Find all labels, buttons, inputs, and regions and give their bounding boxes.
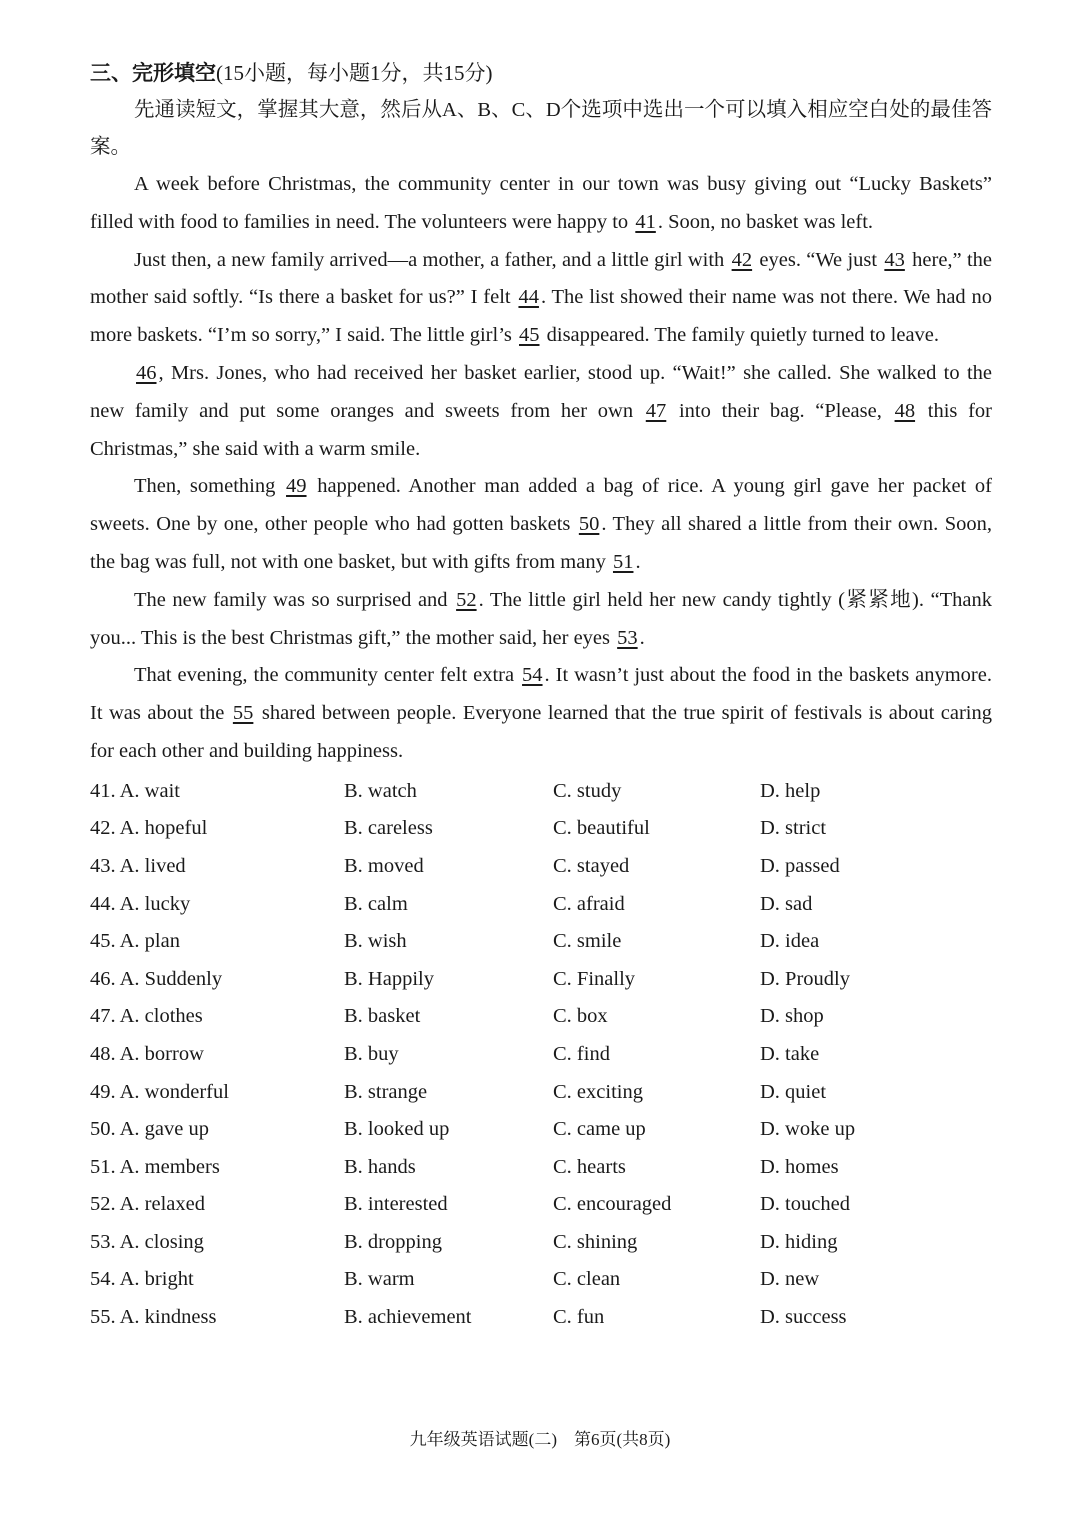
- option-cell: [90, 961, 344, 999]
- option-cell: [344, 1299, 553, 1337]
- passage-text: shared between people. Everyone learned that the true spirit of festivals is about caring for each other and building happiness.: [90, 702, 992, 762]
- option-b: B. watch: [344, 779, 417, 802]
- option-b: B. careless: [344, 817, 433, 840]
- option-cell: [90, 848, 344, 886]
- option-cell: [553, 998, 760, 1036]
- option-cell: [553, 1186, 760, 1224]
- option-a: A. clothes: [119, 1005, 203, 1028]
- section-heading-note: (15小题，每小题1分，共15分): [216, 61, 493, 85]
- passage-text: . They all shared a little from their own. Soon, the bag was full, not with one basket, but with gifts from many: [90, 513, 992, 573]
- option-cell: [90, 998, 344, 1036]
- passage-text: Just then, a new family arrived—a mother, a father, and a little girl with: [134, 248, 730, 271]
- question-number: 51.: [90, 1155, 120, 1178]
- option-cell: [90, 886, 344, 924]
- option-cell: [553, 1261, 760, 1299]
- option-cell: [344, 1111, 553, 1149]
- passage-paragraph-1: [90, 166, 992, 242]
- passage-text: , Mrs. Jones, who had received her basket earlier, stood up. “Wait!” she called. She walked to the new family and put some oranges and sweets from her own: [90, 361, 992, 422]
- passage-text: disappeared. The family quietly turned to leave.: [541, 324, 940, 347]
- passage-paragraph-4: [90, 468, 992, 581]
- blank-51: 51: [612, 550, 634, 573]
- option-c: C. Finally: [553, 967, 636, 990]
- blank-42: 42: [731, 248, 753, 271]
- option-d: D. shop: [760, 1005, 824, 1028]
- question-number: 43.: [90, 854, 120, 877]
- question-number: 44.: [90, 892, 120, 915]
- option-a: A. borrow: [119, 1042, 204, 1065]
- option-cell: [553, 1036, 760, 1074]
- option-d: D. quiet: [760, 1080, 827, 1103]
- option-b: B. buy: [344, 1042, 399, 1065]
- option-cell: [344, 1261, 553, 1299]
- option-c: C. exciting: [553, 1080, 643, 1103]
- option-cell: [760, 961, 960, 999]
- option-d: D. help: [760, 779, 821, 802]
- option-c: C. afraid: [553, 892, 625, 915]
- option-cell: [760, 923, 960, 961]
- cloze-passage: [90, 166, 992, 771]
- option-a: A. bright: [119, 1268, 194, 1291]
- option-a: A. wait: [119, 779, 180, 802]
- passage-text: .: [639, 626, 645, 649]
- question-number: 45.: [90, 930, 120, 953]
- option-cell: [760, 810, 960, 848]
- option-cell: [760, 848, 960, 886]
- option-row: [90, 1074, 992, 1112]
- passage-paragraph-6: [90, 657, 992, 770]
- option-cell: [553, 1074, 760, 1112]
- option-cell: [344, 886, 553, 924]
- passage-text: happened. Another man added a bag of rice. A young girl gave her packet of sweets. One by one, other people who had gotten baskets: [90, 475, 992, 536]
- option-c: C. find: [553, 1042, 610, 1065]
- option-cell: [553, 810, 760, 848]
- section-heading: [90, 58, 992, 88]
- option-b: B. basket: [344, 1005, 421, 1028]
- option-cell: [553, 773, 760, 811]
- question-number: 46.: [90, 967, 120, 990]
- passage-text: . The little girl held her new candy tightly (紧紧地). “Thank you... This is the best Christmas gift,” the mother said, her eyes: [90, 588, 992, 649]
- option-c: C. smile: [553, 930, 622, 953]
- question-number: 42.: [90, 817, 120, 840]
- option-cell: [760, 1074, 960, 1112]
- option-cell: [90, 773, 344, 811]
- option-row: [90, 923, 992, 961]
- option-row: [90, 1299, 992, 1337]
- passage-text: The new family was so surprised and: [134, 588, 455, 611]
- option-cell: [344, 848, 553, 886]
- option-a: A. members: [119, 1155, 220, 1178]
- option-b: B. moved: [344, 854, 424, 877]
- option-cell: [553, 848, 760, 886]
- passage-text: Then, something: [134, 475, 285, 498]
- option-cell: [90, 1261, 344, 1299]
- option-cell: [90, 1224, 344, 1262]
- option-a: A. kindness: [119, 1306, 217, 1329]
- option-cell: [344, 998, 553, 1036]
- question-number: 47.: [90, 1005, 120, 1028]
- option-b: B. Happily: [344, 967, 434, 990]
- passage-text: eyes. “We just: [754, 248, 883, 271]
- option-cell: [760, 998, 960, 1036]
- option-row: [90, 998, 992, 1036]
- blank-48: 48: [894, 399, 916, 422]
- blank-47: 47: [645, 399, 667, 422]
- option-cell: [553, 1224, 760, 1262]
- passage-text: That evening, the community center felt extra: [134, 664, 521, 687]
- blank-43: 43: [884, 248, 905, 271]
- option-c: C. encouraged: [553, 1193, 672, 1216]
- option-c: C. beautiful: [553, 817, 650, 840]
- option-cell: [760, 1224, 960, 1262]
- option-row: [90, 1036, 992, 1074]
- passage-paragraph-5: [90, 582, 992, 658]
- option-row: [90, 1261, 992, 1299]
- option-cell: [344, 1186, 553, 1224]
- option-cell: [760, 1261, 960, 1299]
- option-b: B. warm: [344, 1268, 415, 1291]
- option-row: [90, 961, 992, 999]
- option-cell: [344, 923, 553, 961]
- option-d: D. success: [760, 1306, 847, 1329]
- blank-50: 50: [578, 513, 600, 536]
- question-number: 49.: [90, 1080, 120, 1103]
- option-row: [90, 886, 992, 924]
- option-d: D. strict: [760, 817, 827, 840]
- option-cell: [90, 1149, 344, 1187]
- option-d: D. woke up: [760, 1118, 856, 1141]
- option-cell: [553, 886, 760, 924]
- option-cell: [760, 1299, 960, 1337]
- option-cell: [344, 810, 553, 848]
- option-row: [90, 1149, 992, 1187]
- option-a: A. lucky: [119, 892, 191, 915]
- option-a: A. wonderful: [119, 1080, 229, 1103]
- option-cell: [90, 1186, 344, 1224]
- option-cell: [760, 886, 960, 924]
- option-c: C. stayed: [553, 854, 630, 877]
- option-a: A. lived: [119, 854, 186, 877]
- blank-46: 46: [136, 361, 157, 384]
- passage-paragraph-2: [90, 242, 992, 355]
- blank-53: 53: [617, 626, 638, 649]
- option-b: B. interested: [344, 1193, 448, 1216]
- option-cell: [553, 923, 760, 961]
- option-a: A. closing: [119, 1230, 204, 1253]
- option-d: D. passed: [760, 854, 840, 877]
- passage-text: . Soon, no basket was left.: [657, 210, 874, 233]
- option-c: C. study: [553, 779, 622, 802]
- option-a: A. relaxed: [119, 1193, 205, 1216]
- option-b: B. achievement: [344, 1306, 472, 1329]
- blank-54: 54: [522, 664, 543, 687]
- option-row: [90, 810, 992, 848]
- option-row: [90, 1111, 992, 1149]
- option-d: D. idea: [760, 930, 820, 953]
- passage-text: A week before Christmas, the community center in our town was busy giving out “Lucky Baskets” filled with food to families in need. The volunteers were happy to: [90, 173, 992, 233]
- option-cell: [553, 1299, 760, 1337]
- page-footer: 九年级英语试题(二) 第6页(共8页): [409, 1430, 671, 1449]
- passage-text: . It wasn’t just about the food in the baskets anymore. It was about the: [90, 664, 992, 725]
- option-a: A. plan: [119, 930, 180, 953]
- blank-44: 44: [518, 286, 539, 309]
- option-a: A. gave up: [119, 1118, 210, 1141]
- option-a: A. Suddenly: [119, 967, 223, 990]
- question-number: 52.: [90, 1193, 120, 1216]
- option-cell: [553, 1149, 760, 1187]
- question-number: 54.: [90, 1268, 120, 1291]
- option-d: D. sad: [760, 892, 813, 915]
- question-number: 50.: [90, 1118, 120, 1141]
- option-cell: [553, 1111, 760, 1149]
- option-cell: [344, 773, 553, 811]
- option-c: C. shining: [553, 1230, 638, 1253]
- section-instructions: 先通读短文，掌握其大意，然后从A、B、C、D个选项中选出一个可以填入相应空白处的最佳答案。: [90, 99, 992, 158]
- option-c: C. hearts: [553, 1155, 626, 1178]
- option-d: D. homes: [760, 1155, 839, 1178]
- option-cell: [760, 1111, 960, 1149]
- option-cell: [344, 1036, 553, 1074]
- option-b: B. hands: [344, 1155, 416, 1178]
- option-cell: [760, 1036, 960, 1074]
- option-d: D. take: [760, 1042, 820, 1065]
- option-c: C. came up: [553, 1118, 646, 1141]
- option-row: [90, 773, 992, 811]
- blank-52: 52: [456, 588, 477, 611]
- passage-text: this for Christmas,” she said with a warm smile.: [90, 399, 992, 460]
- section-heading-label: 三、完形填空: [90, 61, 216, 85]
- option-d: D. touched: [760, 1193, 850, 1216]
- option-cell: [90, 1111, 344, 1149]
- option-d: D. new: [760, 1268, 820, 1291]
- option-b: B. looked up: [344, 1118, 450, 1141]
- passage-text: into their bag. “Please,: [668, 399, 893, 422]
- option-cell: [90, 810, 344, 848]
- option-cell: [760, 1186, 960, 1224]
- passage-text: here,” the mother said softly. “Is there a basket for us?” I felt: [90, 248, 992, 309]
- answer-options-list: [90, 773, 992, 1337]
- option-cell: [90, 923, 344, 961]
- option-cell: [553, 961, 760, 999]
- question-number: 53.: [90, 1230, 120, 1253]
- passage-text: .: [635, 550, 641, 573]
- option-c: C. clean: [553, 1268, 621, 1291]
- option-c: C. fun: [553, 1306, 605, 1329]
- option-row: [90, 1224, 992, 1262]
- option-b: B. calm: [344, 892, 408, 915]
- option-cell: [760, 1149, 960, 1187]
- question-number: 41.: [90, 779, 120, 802]
- option-row: [90, 1186, 992, 1224]
- option-cell: [90, 1074, 344, 1112]
- blank-49: 49: [286, 475, 307, 498]
- passage-text: . The list showed their name was not there. We had no more baskets. “I’m so sorry,” I said. The little girl’s: [90, 286, 992, 347]
- blank-41: 41: [635, 210, 656, 233]
- blank-45: 45: [519, 324, 540, 347]
- option-b: B. wish: [344, 930, 407, 953]
- question-number: 55.: [90, 1306, 120, 1329]
- blank-55: 55: [232, 702, 254, 725]
- option-cell: [344, 1224, 553, 1262]
- option-cell: [760, 773, 960, 811]
- option-cell: [344, 1074, 553, 1112]
- option-c: C. box: [553, 1005, 608, 1028]
- option-a: A. hopeful: [119, 817, 208, 840]
- option-cell: [344, 961, 553, 999]
- option-b: B. strange: [344, 1080, 428, 1103]
- option-cell: [90, 1036, 344, 1074]
- option-b: B. dropping: [344, 1230, 442, 1253]
- option-row: [90, 848, 992, 886]
- question-number: 48.: [90, 1042, 120, 1065]
- option-d: D. Proudly: [760, 967, 850, 990]
- option-cell: [90, 1299, 344, 1337]
- option-d: D. hiding: [760, 1230, 838, 1253]
- passage-paragraph-3: [90, 355, 992, 468]
- option-cell: [344, 1149, 553, 1187]
